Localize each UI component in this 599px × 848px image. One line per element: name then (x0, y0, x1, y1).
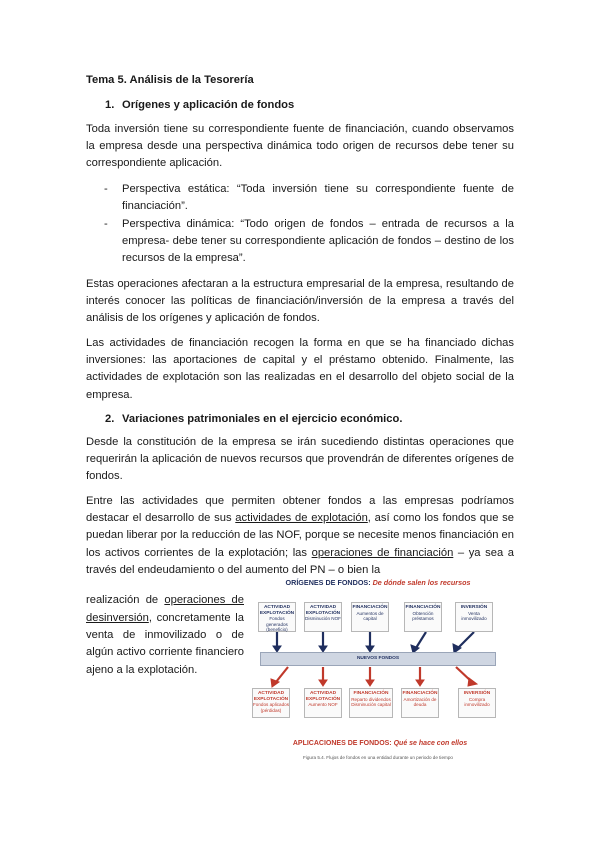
funds-flow-figure (248, 578, 510, 766)
arrow-out-head-2 (319, 680, 327, 686)
bullet-text: Perspectiva dinámica: “Todo origen de fondos – entrada de recursos a la empresa- debe tener su correspondiente aplicación de fondos – destino de los recursos de la empresa”. (122, 218, 514, 265)
p5-text-a: Entre las actividades que permiten obtener fondos a las empresas podríamos destacar el desarrollo de sus (86, 495, 514, 525)
application-box-heading: ACTIVIDAD EXPLOTACIÓN (305, 691, 341, 702)
application-box-sub: Reparto dividendos Disminución capital (351, 696, 391, 708)
application-box-5 (458, 688, 496, 718)
arrow-out-1 (276, 667, 288, 682)
origin-box-sub: Obtención préstamos (412, 610, 434, 622)
application-box-sub: Fondos aplicados (pérdidas) (253, 702, 290, 713)
paragraph-4: Desde la constitución de la empresa se irán sucediendo distintas operaciones que requerirán la aplicación de nuevos recursos que provendrán de diferentes orígenes de fondos. (86, 436, 514, 483)
arrow-down-4 (416, 632, 426, 648)
origin-box-5 (455, 602, 493, 632)
paragraph-2: Estas operaciones afectaran a la estructura empresarial de la empresa, resultando de interés conocer las políticas de financiación/inversión de la empresa a través del análisis de los orígenes y aplicación de fondos. (86, 278, 514, 325)
figure-caption: Figura 5.4. Flujos de fondos en una entidad durante un periodo de tiempo (303, 755, 453, 760)
application-box-4 (401, 688, 439, 718)
application-box-sub: Aumento NOF (308, 702, 338, 708)
section-1-heading (105, 97, 533, 114)
figure-bottom-title-a: APLICACIONES DE FONDOS: (292, 740, 392, 747)
side-text-a: realización de (86, 594, 165, 607)
section-1-title: Orígenes y aplicación de fondos (122, 99, 295, 111)
side-text-b: , concretamente la venta de inmovilizado o de algún activo corriente financiero ajeno a la explotación. (86, 611, 244, 676)
p5-text-c: – ya sea a través del endeudamiento o del aumento del PN – o bien la (86, 546, 514, 576)
application-box-heading: FINANCIACIÓN (353, 691, 389, 696)
paragraph-5 (86, 493, 514, 579)
origin-box-sub: Venta inmovilizado (461, 610, 487, 622)
application-box-heading: FINANCIACIÓN (402, 691, 438, 696)
origin-box-heading: FINANCIACIÓN (405, 605, 441, 610)
section-2-title: Variaciones patrimoniales en el ejercicio económico. (122, 413, 403, 425)
arrow-out-head-5 (468, 678, 477, 686)
application-box-sub: Compra inmovilizado (464, 696, 490, 708)
origin-box-heading: ACTIVIDAD EXPLOTACIÓN (259, 605, 295, 616)
figure-top-title-b: De dónde salen los recursos (372, 578, 471, 587)
side-underline-desinversion: operaciones de desinversión (86, 594, 244, 624)
origin-box-heading: INVERSIÓN (460, 605, 488, 610)
paragraph-1: Toda inversión tiene su correspondiente fuente de financiación, cuando observamos la empresa desde una perspectiva dinámica todo origen de recursos debe tener su correspondiente aplicación. (86, 123, 514, 170)
application-box-2 (304, 688, 342, 718)
arrow-down-5 (458, 632, 474, 648)
arrow-out-head-4 (416, 680, 424, 686)
p5-underline-financiacion: operaciones de financiación (311, 546, 454, 559)
origin-box-heading: ACTIVIDAD EXPLOTACIÓN (305, 605, 341, 616)
application-box-heading: ACTIVIDAD EXPLOTACIÓN (253, 691, 289, 702)
origin-box-sub: Disminución NOF (305, 616, 341, 622)
side-paragraph (86, 592, 244, 679)
page-heading: Tema 5. Análisis de la Tesorería (86, 74, 254, 86)
section-2-number: 2. (105, 413, 115, 425)
section-2-heading (105, 411, 533, 428)
origin-box-1 (258, 602, 296, 632)
figure-bottom-title (252, 740, 508, 747)
bottom-arrows (271, 667, 477, 687)
application-box-heading: INVERSIÓN (463, 691, 491, 696)
p5-text-b: , así como los fondos que se puedan liberar por la reducción de las NOF, porque se necesite menos financiación en los activos corrientes de la explotación; las (86, 512, 514, 559)
application-box-3 (349, 688, 393, 718)
section-1-number: 1. (105, 99, 115, 111)
top-arrows (273, 632, 474, 653)
origin-box-2 (304, 602, 342, 632)
application-box-sub: Amortización de deuda (403, 696, 437, 708)
origin-box-sub: Aumentos de capital (356, 610, 384, 622)
origin-box-heading: FINANCIACIÓN (352, 605, 388, 610)
arrow-out-head-3 (366, 680, 374, 686)
origin-box-4 (404, 602, 442, 632)
p5-underline-explotacion: actividades de explotación (235, 512, 368, 525)
bullet-dash: - (104, 183, 108, 195)
figure-top-title-a: ORÍGENES DE FONDOS: (285, 578, 371, 587)
bullet-dash: - (104, 218, 108, 230)
new-funds-bar: NUEVOS FONDOS (260, 652, 496, 666)
application-box-1 (252, 688, 290, 718)
figure-bottom-title-b: Qué se hace con ellos (393, 740, 468, 747)
origin-box-3 (351, 602, 389, 632)
paragraph-3: Las actividades de financiación recogen la forma en que se ha financiado dichas inversiones: las aportaciones de capital y el préstamo obtenido. Finalmente, las actividades de explotación son las realizadas en el desarrollo del objeto social de la empresa. (86, 337, 514, 401)
origin-box-sub: Fondos generados (beneficio) (266, 616, 288, 633)
bullet-text: Perspectiva estática: “Toda inversión tiene su correspondiente fuente de financiación”. (122, 183, 514, 213)
